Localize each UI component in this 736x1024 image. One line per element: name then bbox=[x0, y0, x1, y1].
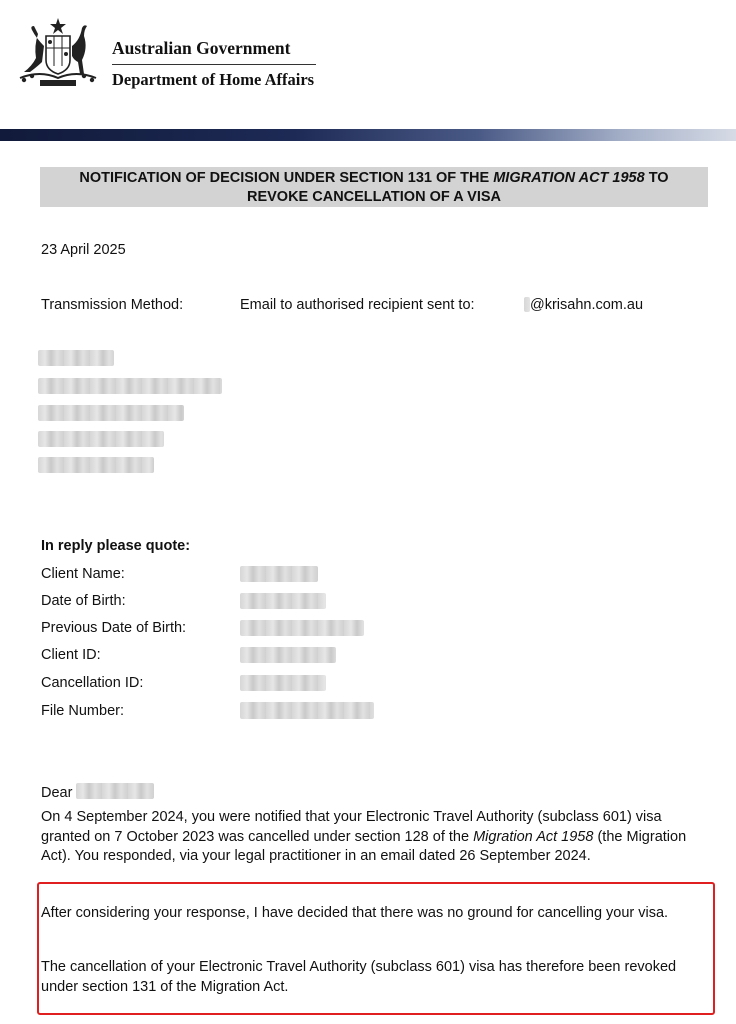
coat-of-arms-icon bbox=[10, 16, 106, 92]
title-line2: REVOKE CANCELLATION OF A VISA bbox=[246, 189, 502, 205]
letter-date: 23 April 2025 bbox=[41, 242, 126, 258]
redacted-file-number bbox=[240, 702, 374, 719]
transmission-email: @krisahn.com.au bbox=[530, 297, 644, 313]
redacted-address-line bbox=[38, 431, 164, 447]
redacted-address-line bbox=[38, 378, 222, 394]
redacted-previous-date-of-birth bbox=[240, 620, 364, 636]
redacted-recipient-name bbox=[76, 783, 154, 799]
redacted-address-line bbox=[38, 457, 154, 473]
notification-title bbox=[40, 167, 708, 207]
redacted-client-id bbox=[240, 647, 336, 663]
paragraph1-part2: (the Migration Act). You responded, via your legal practitioner in an email dated 26 September 2024. bbox=[41, 828, 687, 864]
redacted-date-of-birth bbox=[240, 593, 326, 609]
reply-field-label: Date of Birth: bbox=[41, 593, 126, 609]
reply-field-label: File Number: bbox=[41, 703, 124, 719]
paragraph1-part1: On 4 September 2024, you were notified that your Electronic Travel Authority (subclass 601) visa granted on 7 October 2023 was cancelled under section 128 of the bbox=[41, 809, 662, 845]
reply-field-label: Previous Date of Birth: bbox=[41, 620, 187, 636]
transmission-value: Email to authorised recipient sent to: bbox=[240, 297, 475, 313]
paragraph1-act: Migration Act 1958 bbox=[473, 828, 594, 845]
transmission-label: Transmission Method: bbox=[41, 297, 184, 313]
paragraph-decision: After considering your response, I have decided that there was no ground for cancelling your visa. bbox=[41, 905, 669, 921]
redacted-cancellation-id bbox=[240, 675, 326, 691]
department-name: Department of Home Affairs bbox=[112, 70, 315, 89]
header-band bbox=[0, 129, 736, 141]
reply-field-label: Cancellation ID: bbox=[41, 675, 144, 691]
reply-field-label: Client Name: bbox=[41, 566, 125, 582]
redacted-address-line bbox=[38, 350, 114, 366]
reply-field-label: Client ID: bbox=[41, 647, 101, 663]
title-line1-act: MIGRATION ACT 1958 bbox=[493, 170, 645, 186]
title-line1-prefix: NOTIFICATION OF DECISION UNDER SECTION 131 OF THE bbox=[79, 170, 494, 186]
redacted-address-line bbox=[38, 405, 184, 421]
title-line1-suffix: TO bbox=[644, 170, 669, 186]
reply-heading: In reply please quote: bbox=[41, 538, 191, 554]
salutation: Dear bbox=[41, 785, 73, 801]
government-name: Australian Government bbox=[112, 38, 291, 58]
header-divider bbox=[112, 64, 316, 65]
paragraph-revocation: The cancellation of your Electronic Travel Authority (subclass 601) visa has therefore been revoked under section 131 of the Migration Act. bbox=[41, 959, 677, 995]
redacted-client-name bbox=[240, 566, 318, 582]
paragraph-notification bbox=[41, 808, 713, 867]
